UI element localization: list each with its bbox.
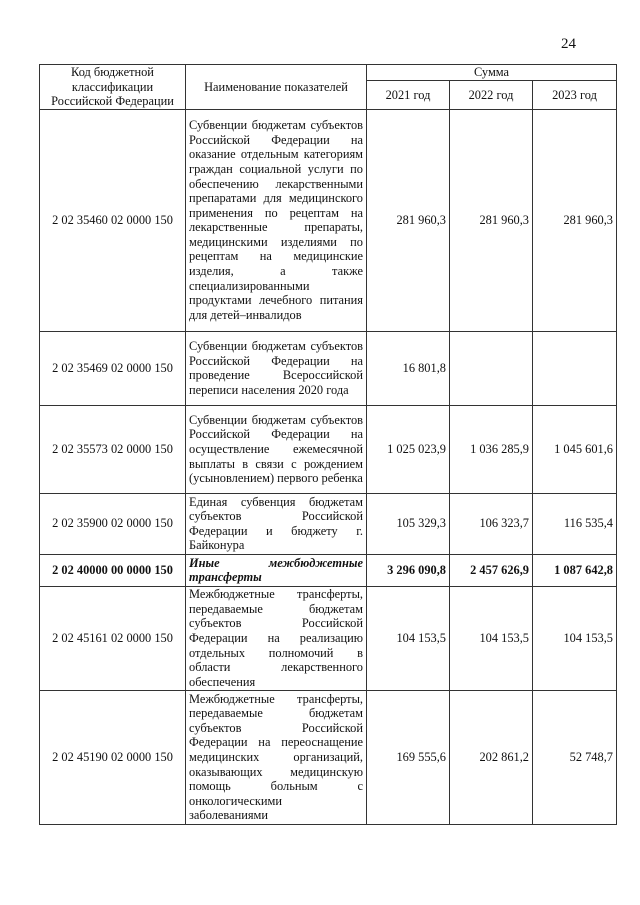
row-value-2023: 281 960,3 [533,109,617,331]
table-row [40,493,617,554]
header-year-2021: 2021 год [367,81,450,110]
row-name: Субвенции бюджетам субъектов Российской Федерации на оказание отдельным категориям граждан социальной услуги по обеспечению лекарственными препаратами для медицинского применения по рецептам на лекарственные препараты, медицинскими изделиями по рецептам на медицинские изделия, а также специализированными продуктами лечебного питания для детей–инвалидов [186,109,367,331]
row-value-2021: 1 025 023,9 [367,405,450,493]
header-year-2022: 2022 год [450,81,533,110]
row-code: 2 02 45190 02 0000 150 [40,690,186,824]
table-row [40,586,617,690]
row-value-2022: 202 861,2 [450,690,533,824]
header-name-column: Наименование показателей [186,65,367,110]
table-row [40,405,617,493]
row-name: Межбюджетные трансферты, передаваемые бюджетам субъектов Российской Федерации на переоснащение медицинских организаций, оказывающих медицинскую помощь больным с онкологическими заболеваниями [186,690,367,824]
row-value-2022 [450,331,533,405]
row-value-2021: 169 555,6 [367,690,450,824]
row-value-2023: 116 535,4 [533,493,617,554]
row-name: Иные межбюджетные трансферты [186,554,367,586]
header-sum-column: Сумма [367,65,617,81]
row-value-2022: 281 960,3 [450,109,533,331]
row-value-2022: 2 457 626,9 [450,554,533,586]
page-number: 24 [561,36,576,52]
row-value-2022: 106 323,7 [450,493,533,554]
row-value-2023 [533,331,617,405]
row-name: Межбюджетные трансферты, передаваемые бюджетам субъектов Российской Федерации на реализацию отдельных полномочий в области лекарственного обеспечения [186,586,367,690]
table-row [40,331,617,405]
table-body [40,109,617,824]
table-row-total [40,554,617,586]
row-name: Субвенции бюджетам субъектов Российской Федерации на проведение Всероссийской переписи населения 2020 года [186,331,367,405]
row-value-2023: 52 748,7 [533,690,617,824]
row-code: 2 02 40000 00 0000 150 [40,554,186,586]
row-value-2021: 281 960,3 [367,109,450,331]
row-value-2022: 1 036 285,9 [450,405,533,493]
row-value-2023: 1 087 642,8 [533,554,617,586]
row-value-2021: 104 153,5 [367,586,450,690]
row-value-2023: 1 045 601,6 [533,405,617,493]
row-value-2023: 104 153,5 [533,586,617,690]
row-code: 2 02 35469 02 0000 150 [40,331,186,405]
row-value-2022: 104 153,5 [450,586,533,690]
row-value-2021: 16 801,8 [367,331,450,405]
header-year-2023: 2023 год [533,81,617,110]
header-code-column: Код бюджетной классификации Российской Федерации [40,65,186,110]
row-value-2021: 3 296 090,8 [367,554,450,586]
row-code: 2 02 35573 02 0000 150 [40,405,186,493]
row-name: Единая субвенция бюджетам субъектов Российской Федерации и бюджету г. Байконура [186,493,367,554]
row-code: 2 02 35460 02 0000 150 [40,109,186,331]
row-value-2021: 105 329,3 [367,493,450,554]
budget-table [39,64,617,825]
row-name: Субвенции бюджетам субъектов Российской Федерации на осуществление ежемесячной выплаты в связи с рождением (усыновлением) первого ребенка [186,405,367,493]
table-row [40,109,617,331]
row-code: 2 02 45161 02 0000 150 [40,586,186,690]
table-row [40,690,617,824]
row-code: 2 02 35900 02 0000 150 [40,493,186,554]
